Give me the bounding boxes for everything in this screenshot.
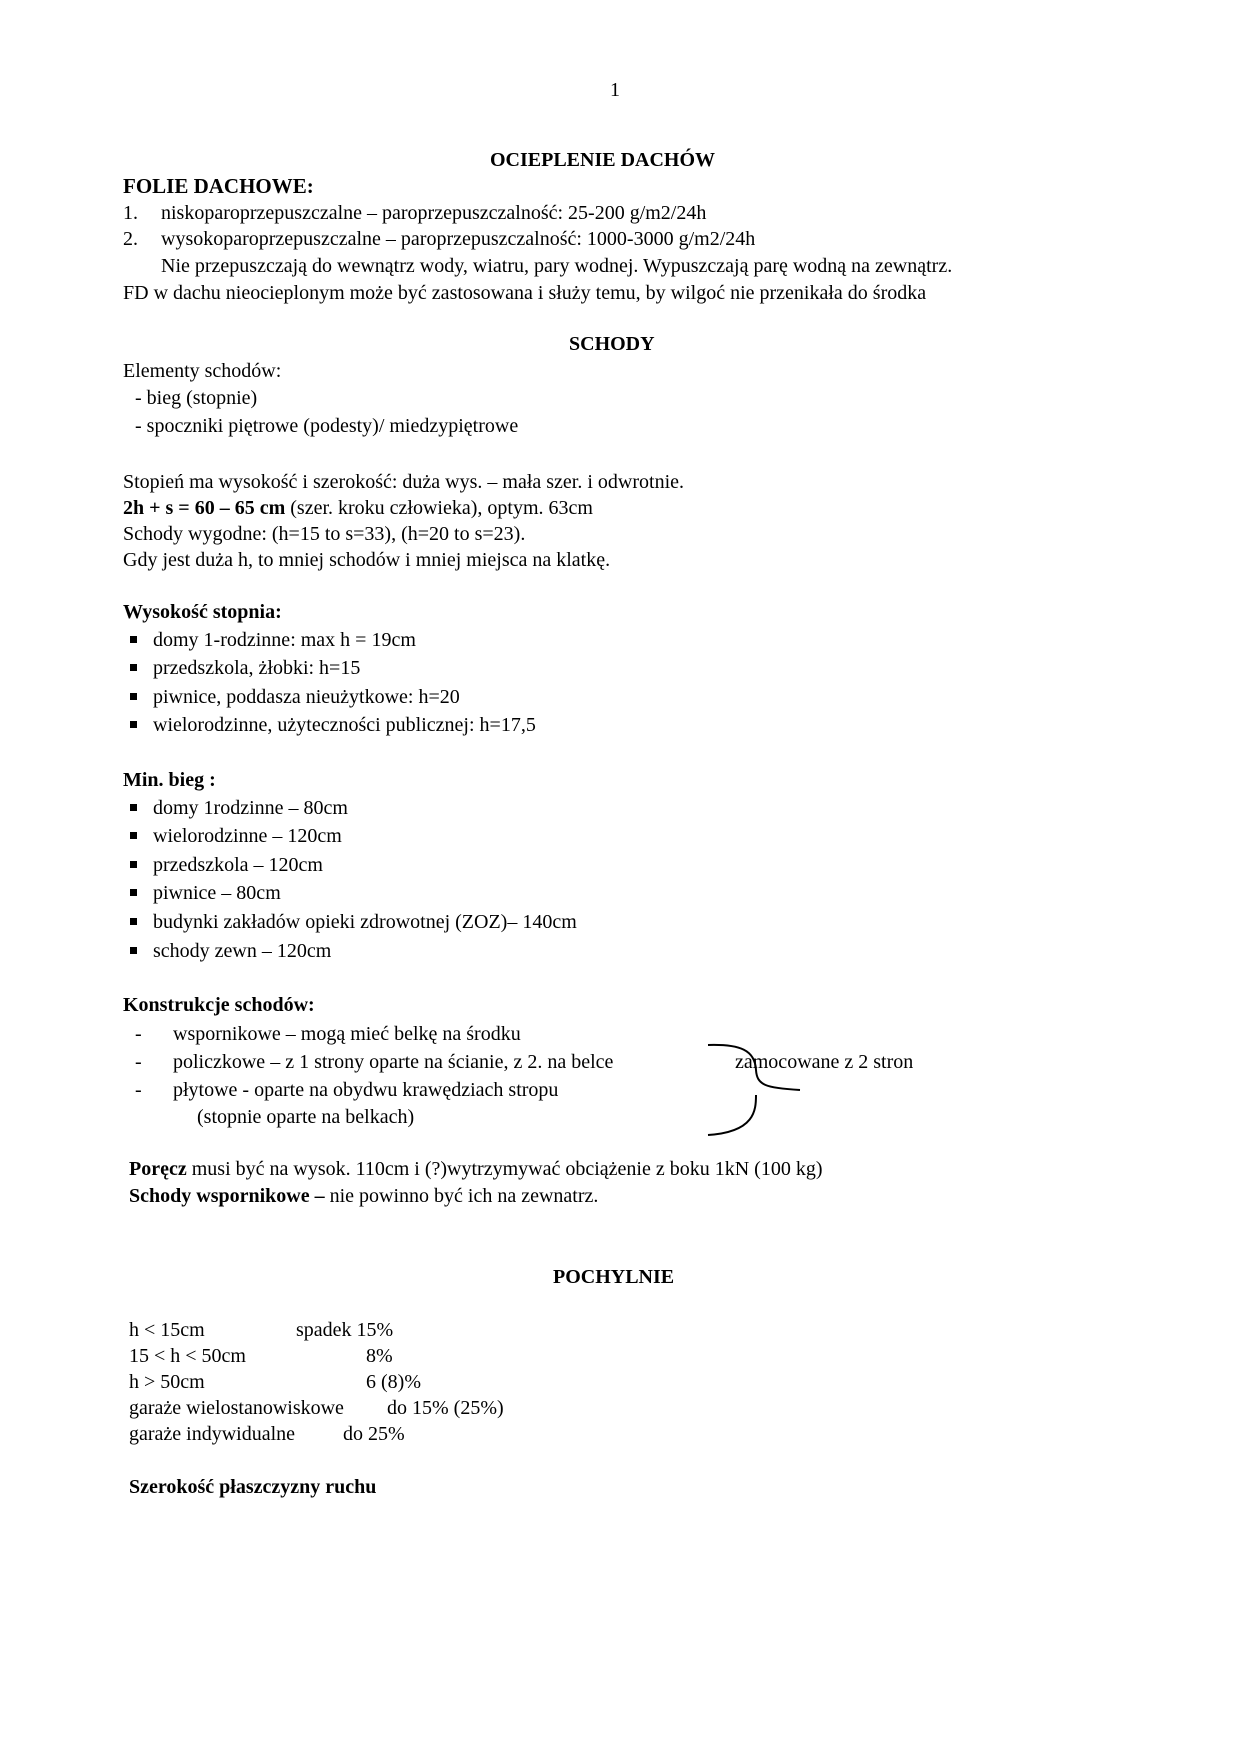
minrun-item: domy 1rodzinne – 80cm: [153, 796, 348, 820]
ramp-row-label: garaże indywidualne: [129, 1423, 296, 1445]
subtitle-roof-foils: FOLIE DACHOWE:: [123, 174, 314, 198]
construction-item-2: policzkowe – z 1 strony oparte na ścianie, z 2. na belce: [173, 1051, 614, 1073]
construction-dash: -: [135, 1051, 142, 1073]
section-title-roof: OCIEPLENIE DACHÓW: [490, 149, 716, 171]
square-bullet-icon: [130, 721, 137, 728]
roof-note: Nie przepuszczają do wewnątrz wody, wiatru, pary wodnej. Wypuszczają parę wodną na zewnątrz.: [161, 255, 953, 277]
stairs-formula: [123, 496, 593, 520]
square-bullet-icon: [130, 804, 137, 811]
square-bullet-icon: [130, 918, 137, 925]
square-bullet-icon: [130, 664, 137, 671]
stairs-element-1: - bieg (stopnie): [135, 387, 258, 409]
square-bullet-icon: [130, 636, 137, 643]
ramp-row-label: 15 < h < 50cm: [129, 1345, 246, 1367]
roof-item-2-text: wysokoparoprzepuszczalne – paroprzepuszczalność: 1000-3000 g/m2/24h: [161, 228, 756, 250]
square-bullet-icon: [130, 832, 137, 839]
ramp-row-value: do 25%: [343, 1423, 405, 1445]
height-title: Wysokość stopnia:: [123, 601, 282, 623]
stairs-formula-bold: 2h + s = 60 – 65 cm: [123, 497, 286, 519]
square-bullet-icon: [130, 889, 137, 896]
roof-item-1-text: niskoparoprzepuszczalne – paroprzepuszczalność: 25-200 g/m2/24h: [161, 202, 707, 224]
stairs-elements-label: Elementy schodów:: [123, 360, 282, 382]
construction-item-3: płytowe - oparte na obydwu krawędziach stropu: [173, 1079, 559, 1101]
ramp-row-value: do 15% (25%): [387, 1397, 504, 1419]
roof-fd-note: FD w dachu nieocieplonym może być zastosowana i służy temu, by wilgoć nie przenikała do środka: [123, 282, 927, 304]
height-item: domy 1-rodzinne: max h = 19cm: [153, 628, 416, 652]
cantilever-line: Schody wspornikowe – nie powinno być ich na zewnatrz.: [129, 1185, 599, 1207]
construction-dash: -: [135, 1079, 142, 1101]
construction-dash: -: [135, 1023, 142, 1045]
stairs-big-h: Gdy jest duża h, to mniej schodów i mniej miejsca na klatkę.: [123, 549, 611, 571]
height-item: wielorodzinne, użyteczności publicznej: h=17,5: [153, 713, 536, 737]
minrun-item: schody zewn – 120cm: [153, 939, 331, 963]
ramp-row-label: h > 50cm: [129, 1371, 205, 1393]
section-title-ramps: POCHYLNIE: [553, 1266, 675, 1288]
roof-item-2-num: 2.: [123, 228, 138, 250]
stairs-step-line: Stopień ma wysokość i szerokość: duża wys. – mała szer. i odwrotnie.: [123, 471, 684, 493]
square-bullet-icon: [130, 861, 137, 868]
railing-line: Poręcz musi być na wysok. 110cm i (?)wytrzymywać obciążenie z boku 1kN (100 kg): [129, 1158, 823, 1180]
square-bullet-icon: [130, 693, 137, 700]
section-title-stairs: SCHODY: [569, 333, 655, 355]
bracket-note: zamocowane z 2 stron: [735, 1051, 914, 1073]
ramp-row-label: h < 15cm: [129, 1319, 205, 1341]
construction-item-1: wspornikowe – mogą mieć belkę na środku: [173, 1023, 521, 1045]
ramp-row-value: 6 (8)%: [366, 1371, 421, 1393]
height-item: przedszkola, żłobki: h=15: [153, 656, 360, 680]
minrun-title: Min. bieg :: [123, 769, 216, 791]
construction-sub: (stopnie oparte na belkach): [197, 1106, 415, 1128]
page-number: 1: [610, 79, 620, 101]
minrun-item: budynki zakładów opieki zdrowotnej (ZOZ)– 140cm: [153, 910, 577, 934]
construction-title: Konstrukcje schodów:: [123, 994, 315, 1016]
ramp-row-label: garaże wielostanowiskowe: [129, 1397, 344, 1419]
ramps-width-title: Szerokość płaszczyzny ruchu: [129, 1476, 377, 1498]
ramp-row-value: spadek 15%: [296, 1319, 394, 1341]
stairs-comfortable: Schody wygodne: (h=15 to s=33), (h=20 to s=23).: [123, 523, 526, 545]
ramp-row-value: 8%: [366, 1345, 393, 1367]
height-item: piwnice, poddasza nieużytkowe: h=20: [153, 685, 460, 709]
square-bullet-icon: [130, 947, 137, 954]
roof-item-1-num: 1.: [123, 202, 138, 224]
minrun-item: piwnice – 80cm: [153, 881, 281, 905]
minrun-item: przedszkola – 120cm: [153, 853, 323, 877]
minrun-item: wielorodzinne – 120cm: [153, 824, 342, 848]
stairs-formula-rest: (szer. kroku człowieka), optym. 63cm: [285, 497, 593, 519]
stairs-element-2: - spoczniki piętrowe (podesty)/ miedzypiętrowe: [135, 415, 519, 437]
